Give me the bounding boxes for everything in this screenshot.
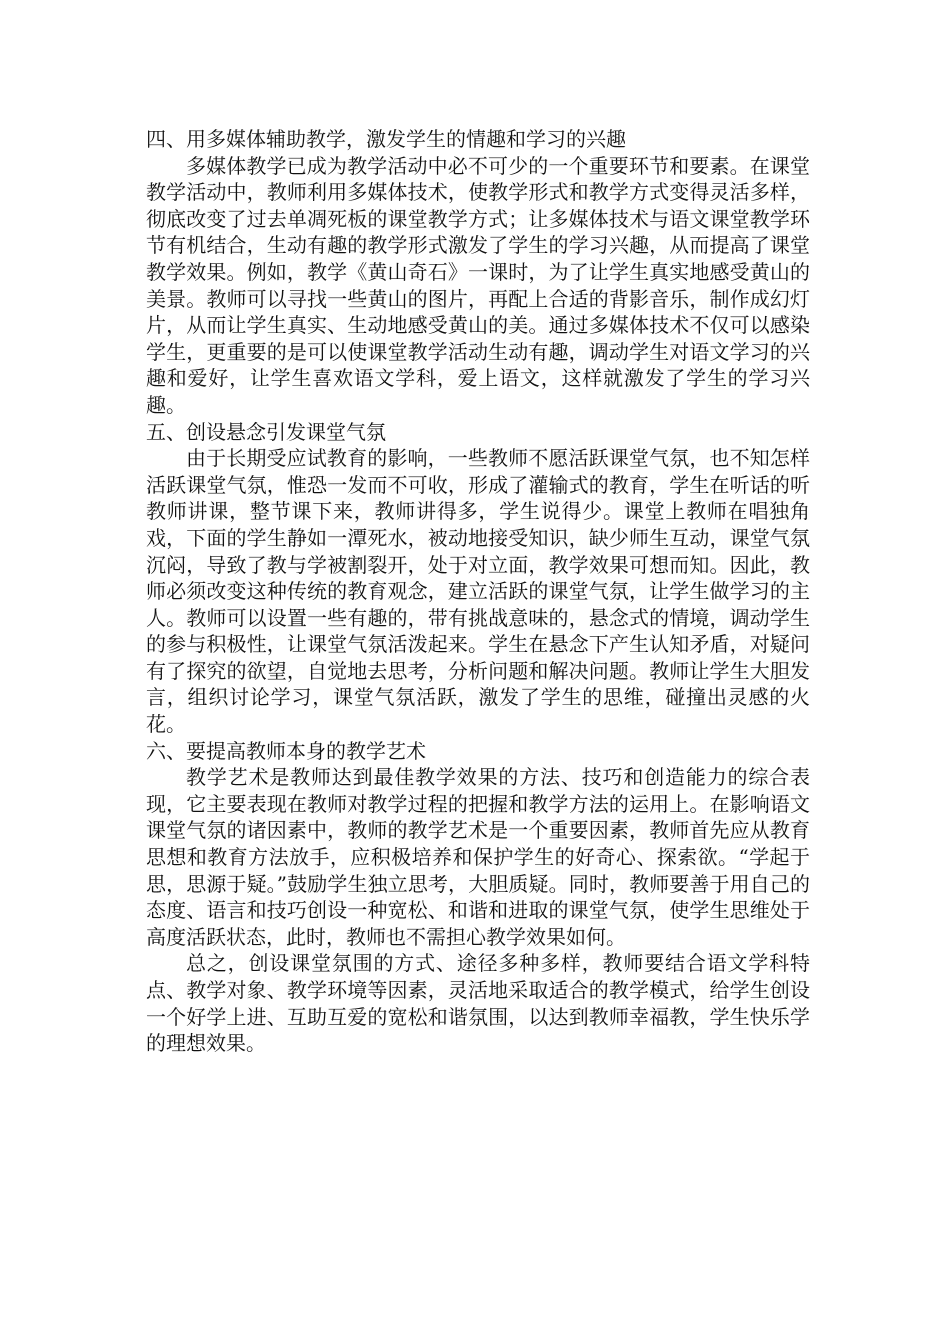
section-paragraph-multimedia: 多媒体教学已成为教学活动中必不可少的一个重要环节和要素。在课堂教学活动中，教师利用多媒体技术，使教学形式和教学方式变得灵活多样，彻底改变了过去单凋死板的课堂教学方式；让多媒体技术与语文课堂教学环节有机结合，生动有趣的教学形式激发了学生的学习兴趣，从而提高了课堂教学效果。例如，教学《黄山奇石》一课时，为了让学生真实地感受黄山的美景。教师可以寻找一些黄山的图片，再配上合适的背影音乐，制作成幻灯片，从而让学生真实、生动地感受黄山的美。通过多媒体技术不仅可以感染学生，更重要的是可以使课堂教学活动生动有趣，调动学生对语文学习的兴趣和爱好，让学生喜欢语文学科，爱上语文，这样就激发了学生的学习兴趣。 bbox=[146, 153, 810, 417]
conclusion-paragraph: 总之，创设课堂氛围的方式、途径多种多样，教师要结合语文学科特点、教学对象、教学环境等因素，灵活地采取适合的教学模式，给学生创设一个好学上进、互助互爱的宽松和谐氛围，以达到教师幸福教，学生快乐学的理想效果。 bbox=[146, 951, 810, 1056]
section-paragraph-suspense: 由于长期受应试教育的影响，一些教师不愿活跃课堂气氛，也不知怎样活跃课堂气氛，惟恐一发而不可收，形成了灌输式的教育，学生在听话的听教师讲课，整节课下来，教师讲得多，学生说得少。课堂上教师在唱独角戏，下面的学生静如一潭死水，被动地接受知识，缺少师生互动，课堂气氛沉闷，导致了教与学被割裂开，处于对立面，教学效果可想而知。因此，教师必须改变这种传统的教育观念，建立活跃的课堂气氛，让学生做学习的主人。教师可以设置一些有趣的，带有挑战意味的，悬念式的情境，调动学生的参与积极性，让课堂气氛活泼起来。学生在悬念下产生认知矛盾，对疑问有了探究的欲望，自觉地去思考，分析问题和解决问题。教师让学生大胆发言，组织讨论学习，课堂气氛活跃，激发了学生的思维，碰撞出灵感的火花。 bbox=[146, 446, 810, 737]
section-heading-suspense: 五、创设悬念引发课堂气氛 bbox=[146, 419, 386, 444]
section-heading-multimedia: 四、用多媒体辅助教学，激发学生的情趣和学习的兴趣 bbox=[146, 127, 626, 151]
document-page bbox=[146, 126, 810, 1057]
section-paragraph-teaching-art: 教学艺术是教师达到最佳教学效果的方法、技巧和创造能力的综合表现，它主要表现在教师对教学过程的把握和教学方法的运用上。在影响语文课堂气氛的诸因素中，教师的教学艺术是一个重要因素，教师首先应从教育思想和教育方法放手，应积极培养和保护学生的好奇心、探索欲。“学起于思，思源于疑。”鼓励学生独立思考，大胆质疑。同时，教师要善于用自己的态度、语言和技巧创设一种宽松、和谐和进取的课堂气氛，使学生思维处于高度活跃状态，此时，教师也不需担心教学效果如何。 bbox=[146, 765, 810, 949]
section-heading-teaching-art: 六、要提高教师本身的教学艺术 bbox=[146, 738, 426, 763]
